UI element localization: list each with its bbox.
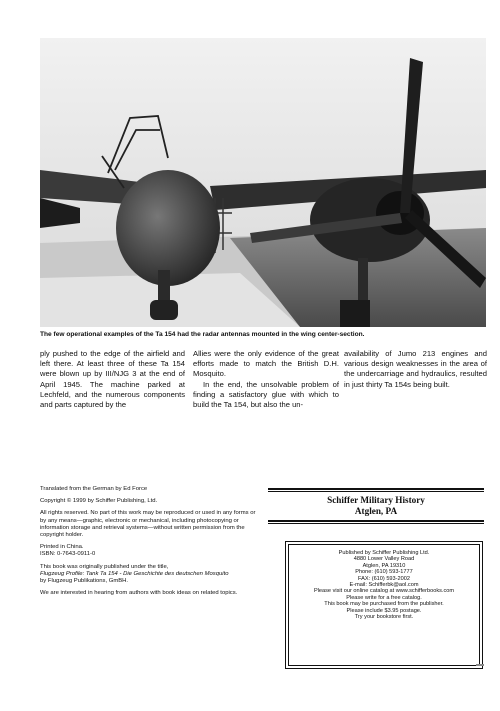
publisher-line: E-mail: Schifferbk@aol.com (349, 582, 419, 589)
body-column-2 (193, 349, 339, 410)
printed-in: Printed in China. (40, 544, 84, 551)
translator-credit: Translated from the German by Ed Force (40, 486, 148, 492)
series-rule-bottom (268, 520, 484, 522)
publisher-line: Please include $3.95 postage. (346, 607, 422, 614)
original-intro: This book was originally published under the title, (40, 563, 169, 570)
copyright-imprint (40, 486, 262, 602)
publisher-line: Published by Schiffer Publishing Ltd. (338, 550, 430, 556)
series-rule-top (268, 488, 484, 490)
isbn: ISBN: 0-7643-0911-0 (40, 551, 96, 558)
publisher-line: 4880 Lower Valley Road (353, 556, 415, 563)
ta154-aircraft-image (40, 38, 486, 327)
publisher-line: Try your bookstore first. (354, 614, 414, 621)
original-title: Flugzeug Profile: Tank Ta 154 - Die Geschichte des deutschen Mosquito (40, 570, 229, 577)
body-paragraph: ply pushed to the edge of the airfield and left there. At least three of these Ta 154 were blown up by III/NJG 3 at the end of April 1945. The machine parked at Lechfeld, and the numerous components and parts captured by the (40, 349, 185, 410)
publisher-line: Phone: (610) 593-1777 (355, 569, 413, 576)
print-info (40, 544, 262, 558)
original-publication (40, 564, 262, 586)
authors-note: We are interested in hearing from authors with book ideas on related topics. (40, 590, 238, 597)
copyright-line: Copyright © 1999 by Schiffer Publishing, Ltd. (40, 498, 158, 505)
publisher-line: This book may be purchased from the publisher. (324, 601, 444, 608)
page-corner-mark (476, 664, 484, 666)
body-column-1 (40, 349, 185, 410)
body-paragraph: availability of Jumo 213 engines and various design weaknesses in the area of the undercarriage and hydraulics, resulted in just thirty Ta 154s being built. (344, 349, 487, 389)
series-rule-top-thin (268, 491, 484, 492)
publisher-line: FAX: (610) 593-2002 (358, 575, 410, 582)
publisher-line: Please write for a free catalog. (346, 594, 422, 601)
publisher-box-inner (288, 544, 480, 666)
body-paragraph: Allies were the only evidence of the great efforts made to match the British D.H. Mosquito. (193, 349, 339, 379)
photo-caption: The few operational examples of the Ta 154 had the radar antennas mounted in the wing center-section. (40, 331, 365, 338)
publisher-line: Please visit our online catalog at www.schifferbooks.com (313, 588, 455, 595)
series-block (268, 488, 484, 524)
body-column-3 (344, 349, 487, 390)
series-rule-bottom-thin (268, 523, 484, 524)
series-location: Atglen, PA (354, 506, 398, 516)
series-title: Schiffer Military History (327, 495, 425, 505)
rights-notice: All rights reserved. No part of this work may be reproduced or used in any forms or by any means—graphic, electronic or mechanical, including photocopying or information storage and retrieval systems—without written permission from the copyright holder. (40, 510, 256, 539)
publisher-line: Atglen, PA 19310 (362, 562, 406, 569)
publisher-box (285, 541, 483, 669)
aircraft-photo (40, 38, 486, 327)
original-publisher: by Flugzeug Publikations, GmBH. (40, 578, 129, 585)
body-paragraph: In the end, the unsolvable problem of finding a satisfactory glue with which to build the Ta 154, but also the un- (193, 379, 339, 410)
